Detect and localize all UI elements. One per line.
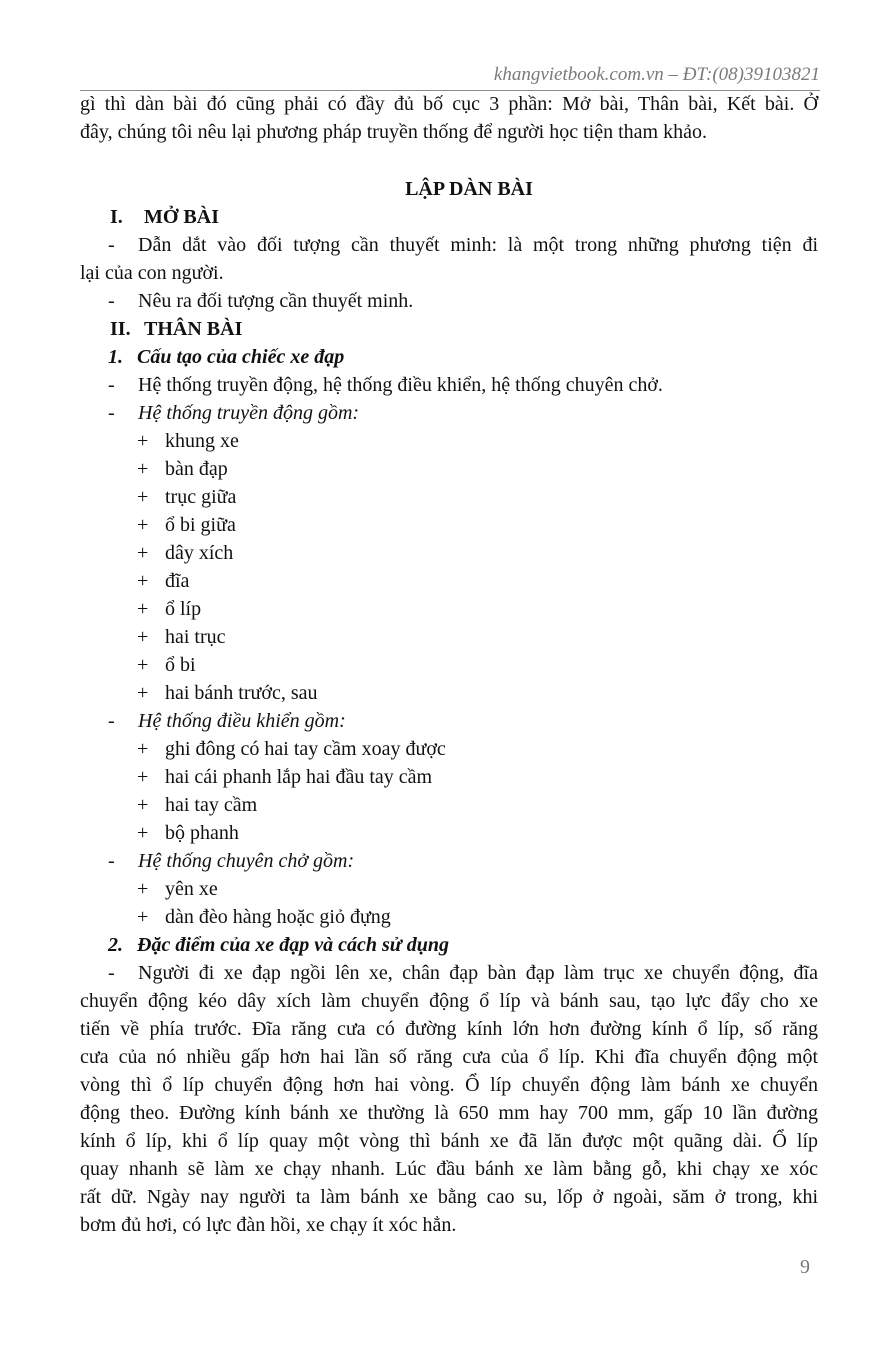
plus-marker: +: [137, 430, 149, 452]
page-title: LẬP DÀN BÀI: [405, 178, 533, 200]
list-item-text: đĩa: [165, 570, 190, 592]
header-text: khangvietbook.com.vn – ĐT:(08)39103821: [493, 64, 820, 85]
intro-line: đây, chúng tôi nêu lại phương pháp truyền thống để người học tiện tham khảo.: [80, 121, 707, 143]
dash-marker: -: [108, 402, 115, 424]
plus-marker: +: [137, 598, 149, 620]
list-item-text: ổ bi giữa: [165, 514, 236, 536]
subsection-number: 2.: [108, 934, 123, 956]
plus-marker: +: [137, 458, 149, 480]
bullet-line: [80, 287, 818, 315]
plus-marker: +: [137, 654, 149, 676]
plus-marker: +: [137, 514, 149, 536]
plus-marker: +: [137, 570, 149, 592]
list-item-text: dây xích: [165, 542, 234, 564]
list-item-text: ổ líp: [165, 598, 202, 620]
list-item: [80, 595, 818, 623]
section-heading-mo-bai: [80, 203, 818, 231]
list-item-text: yên xe: [165, 878, 218, 900]
list-item-text: hai bánh trước, sau: [165, 682, 318, 704]
list-item-text: trục giữa: [165, 486, 237, 508]
dash-marker: -: [108, 374, 115, 396]
paragraph-text: Người đi xe đạp ngồi lên xe, chân đạp bàn đạp làm trục xe chuyển động, đĩa: [138, 962, 818, 984]
subsection-heading-dac-diem: [80, 931, 818, 959]
list-item-text: bàn đạp: [165, 458, 228, 480]
paragraph-line: quay nhanh sẽ làm xe chạy nhanh. Lúc đầu bánh xe làm bằng gỗ, khi chạy xe xóc: [80, 1158, 818, 1180]
group-label: Hệ thống truyền động gồm:: [138, 402, 360, 424]
paragraph-line: [80, 959, 818, 987]
plus-marker: +: [137, 766, 149, 788]
running-header: [80, 64, 820, 91]
intro-line: gì thì dàn bài đó cũng phải có đầy đủ bố cục 3 phần: Mở bài, Thân bài, Kết bài. Ở: [80, 93, 818, 115]
plus-marker: +: [137, 738, 149, 760]
paragraph-line: động theo. Đường kính bánh xe thường là 650 mm hay 700 mm, gấp 10 lần đường: [80, 1102, 818, 1124]
paragraph-line: cưa của nó nhiều gấp hơn hai lần số răng cưa của ổ líp. Khi đĩa chuyển động một: [80, 1046, 818, 1068]
section-title: MỞ BÀI: [144, 206, 219, 228]
plus-marker: +: [137, 906, 149, 928]
dash-marker: -: [108, 850, 115, 872]
bullet-line: [80, 231, 818, 259]
list-item: [80, 651, 818, 679]
section-title: THÂN BÀI: [144, 318, 243, 340]
paragraph-dac-diem: [80, 959, 818, 1239]
list-item: [80, 567, 818, 595]
list-item: [80, 903, 818, 931]
section-heading-than-bai: [80, 315, 818, 343]
bullet-continuation: lại của con người.: [80, 262, 224, 284]
plus-marker: +: [137, 486, 149, 508]
list-item-text: hai tay cầm: [165, 794, 258, 816]
plus-marker: +: [137, 626, 149, 648]
plus-marker: +: [137, 794, 149, 816]
list-item-text: khung xe: [165, 430, 239, 452]
list-item-text: hai trục: [165, 626, 226, 648]
section-number: II.: [110, 318, 131, 340]
list-item-text: ghi đông có hai tay cầm xoay được: [165, 738, 446, 760]
paragraph-line: bơm đủ hơi, có lực đàn hồi, xe chạy ít xóc hẳn.: [80, 1214, 457, 1236]
group-label: Hệ thống điều khiển gồm:: [138, 710, 346, 732]
list-item-text: hai cái phanh lắp hai đầu tay cầm: [165, 766, 433, 788]
subsection-title: Đặc điểm của xe đạp và cách sử dụng: [137, 934, 449, 956]
group-label-line: [80, 707, 818, 735]
list-item-text: ổ bi: [165, 654, 196, 676]
plus-marker: +: [137, 822, 149, 844]
list-item-text: bộ phanh: [165, 822, 239, 844]
paragraph-line: tiến về phía trước. Đĩa răng cưa có đường kính lớn hơn đường kính ổ líp, số răng: [80, 1018, 818, 1040]
subsection-title: Cấu tạo của chiếc xe đạp: [137, 346, 345, 368]
paragraph-line: chuyển động kéo dây xích làm chuyển động ổ líp và bánh sau, tạo lực đẩy cho xe: [80, 990, 818, 1012]
list-item: [80, 679, 818, 707]
page-number: 9: [800, 1256, 810, 1278]
component-groups: [80, 399, 818, 931]
subsection-number: 1.: [108, 346, 123, 368]
dash-marker: -: [108, 234, 115, 256]
list-item: [80, 623, 818, 651]
bullet-text: Hệ thống truyền động, hệ thống điều khiển, hệ thống chuyên chở.: [138, 374, 663, 396]
list-item: [80, 455, 818, 483]
paragraph-line: kính ổ líp, khi ổ líp quay một vòng thì bánh xe đã lăn được một quãng dài. Ổ líp: [80, 1130, 818, 1152]
list-item: [80, 483, 818, 511]
list-item: [80, 511, 818, 539]
list-item: [80, 791, 818, 819]
subsection-heading-cau-tao: [80, 343, 818, 371]
section-number: I.: [110, 206, 123, 228]
bullet-text: Nêu ra đối tượng cần thuyết minh.: [138, 290, 414, 312]
group-label-line: [80, 399, 818, 427]
list-item: [80, 763, 818, 791]
list-item: [80, 875, 818, 903]
bullet-line: [80, 371, 818, 399]
page-body: [80, 90, 818, 1239]
paragraph-line: rất dữ. Ngày nay người ta làm bánh xe bằng cao su, lốp ở ngoài, săm ở trong, khi: [80, 1186, 818, 1208]
dash-marker: -: [108, 962, 115, 984]
group-label: Hệ thống chuyên chở gồm:: [138, 850, 355, 872]
plus-marker: +: [137, 542, 149, 564]
group-label-line: [80, 847, 818, 875]
list-item: [80, 735, 818, 763]
dash-marker: -: [108, 290, 115, 312]
list-item-text: dàn đèo hàng hoặc giỏ đựng: [165, 906, 391, 928]
plus-marker: +: [137, 682, 149, 704]
list-item: [80, 427, 818, 455]
dash-marker: -: [108, 710, 115, 732]
plus-marker: +: [137, 878, 149, 900]
list-item: [80, 819, 818, 847]
list-item: [80, 539, 818, 567]
bullet-text: Dẫn dắt vào đối tượng cần thuyết minh: là một trong những phương tiện đi: [138, 234, 818, 256]
paragraph-line: vòng thì ổ líp chuyển động hơn hai vòng. Ổ líp chuyển động làm bánh xe chuyển: [80, 1074, 818, 1096]
